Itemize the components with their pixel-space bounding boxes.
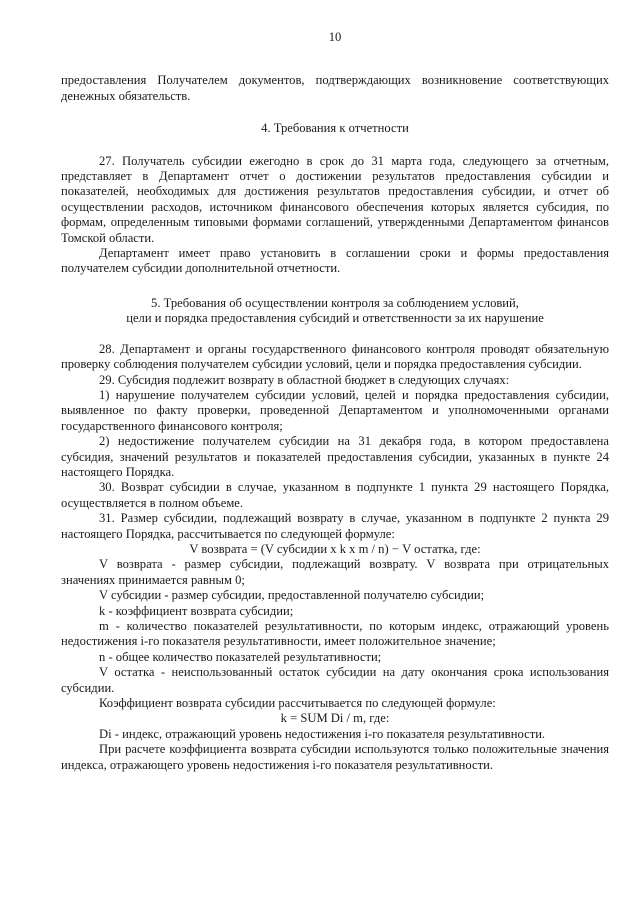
definition-m: m - количество показателей результативности, по которым индекс, отражающий уровень недостижения i-го показателя результативности, имеет положительное значение;	[61, 619, 609, 649]
paragraph-29-1: 1) нарушение получателем субсидии условий, целей и порядка предоставления субсидии, выявленное по факту проверки, проведенной Департаментом и уполномоченными органами государственного финансового контроля;	[61, 387, 609, 433]
definition-n: n - общее количество показателей результативности;	[99, 649, 382, 664]
definition-v-vozvrata: V возврата - размер субсидии, подлежащий возврату. V возврата при отрицательных значениях принимается равным 0;	[61, 557, 609, 587]
formula-k: k = SUM Di / m, где:	[280, 711, 390, 726]
section-5-title-line-2: цели и порядка предоставления субсидий и ответственности за их нарушение	[126, 311, 544, 326]
formula-v-vozvrata: V возврата = (V субсидии x k x m / n) − V остатка, где:	[189, 541, 481, 556]
paragraph-27-2: Департамент имеет право установить в соглашении сроки и формы предоставления получателем субсидии дополнительной отчетности.	[61, 246, 609, 276]
paragraph-30: 30. Возврат субсидии в случае, указанном в подпункте 1 пункта 29 настоящего Порядка, осуществляется в полном объеме.	[61, 480, 609, 510]
definition-k: k - коэффициент возврата субсидии;	[99, 603, 294, 618]
paragraph-28: 28. Департамент и органы государственного финансового контроля проводят обязательную проверку соблюдения получателем субсидии условий, цели и порядка предоставления субсидии.	[61, 341, 609, 372]
paragraph-final: При расчете коэффициента возврата субсидии используются только положительные значения индекса, отражающего уровень недостижения i-го показателя результативности.	[61, 742, 609, 772]
paragraph-29-2: 2) недостижение получателем субсидии на 31 декабря года, в котором предоставлена субсидия, значений результатов и показателей предоставления субсидии, указанных в пункте 24 настоящего Порядка.	[61, 434, 609, 479]
paragraph-intro: предоставления Получателем документов, подтверждающих возникновение соответствующих денежных обязательств.	[61, 73, 609, 103]
section-5-title	[61, 296, 609, 327]
definition-v-subsidii: V субсидии - размер субсидии, предоставленной получателю субсидии;	[99, 588, 485, 603]
coefficient-intro: Коэффициент возврата субсидии рассчитывается по следующей формуле:	[99, 696, 496, 711]
paragraph-31: 31. Размер субсидии, подлежащий возврату в случае, указанном в подпункте 2 пункта 29 настоящего Порядка, рассчитывается по следующей формуле:	[61, 511, 609, 541]
section-5-title-line-1: 5. Требования об осуществлении контроля за соблюдением условий,	[151, 295, 519, 310]
section-4-title: 4. Требования к отчетности	[261, 121, 409, 136]
paragraph-27: 27. Получатель субсидии ежегодно в срок до 31 марта года, следующего за отчетным, представляет в Департамент отчет о достижении результатов предоставления субсидии и показателей, необходимых для достижения результатов предоставления субсидии, и отчет об осуществлении расходов, источником финансового обеспечения которых является субсидия, по формам, определенным типовыми формами соглашений, утвержденными Департаментом финансов Томской области.	[61, 153, 609, 245]
paragraph-29: 29. Субсидия подлежит возврату в областной бюджет в следующих случаях:	[99, 372, 510, 387]
definition-di: Di - индекс, отражающий уровень недостижения i-го показателя результативности.	[99, 726, 546, 741]
page-number: 10	[328, 30, 342, 44]
definition-v-ostatka: V остатка - неиспользованный остаток субсидии на дату окончания срока использования субсидии.	[61, 665, 609, 695]
